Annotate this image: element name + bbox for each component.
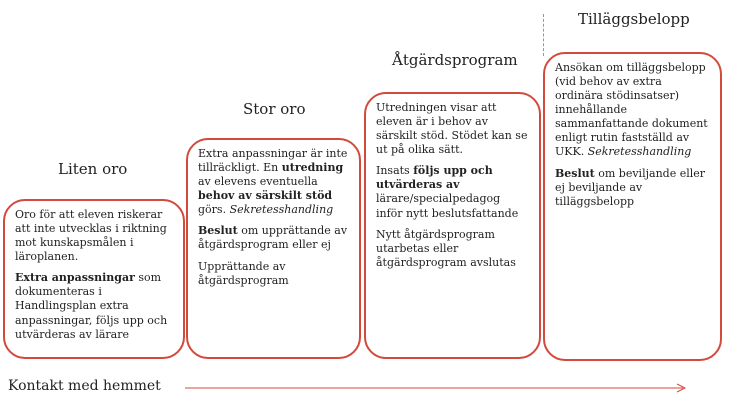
italic-note: Sekretesshandling [587,145,692,159]
emphasis-text: Beslut [555,166,595,180]
stage-paragraph [376,228,529,270]
body-text: om upprättande av åtgärdsprogram eller ej [198,224,348,252]
stage-paragraph [198,260,349,288]
emphasis-text: följs upp och utvärderas av [376,164,493,192]
stage-heading-stor-oro: Stor oro [243,100,306,118]
stage-box-atgardsprogram [364,92,541,359]
body-text: görs. [198,203,230,217]
stage-heading-liten-oro: Liten oro [58,160,128,178]
body-text: Extra anpassningar är inte tillräckligt. En [198,147,348,175]
body-text: Utredningen visar att eleven är i behov av särskilt stöd. Stödet kan se ut på olika sätt. [376,101,528,157]
stage-heading-tillaggsbelopp: Tilläggsbelopp [578,10,690,28]
stage-paragraph [15,271,173,341]
body-text: som dokumenteras i Handlingsplan extra anpassningar, följs upp och utvärderas av lärare [15,271,168,341]
stage-paragraph [198,224,349,252]
emphasis-text: Extra anpassningar [15,271,135,285]
stage-paragraph [555,61,710,160]
stage-paragraph [15,208,173,264]
body-text: lärare/specialpedagog inför nytt beslutsfattande [376,192,519,220]
body-text: Oro för att eleven riskerar att inte utvecklas i riktning mot kunskapsmålen i läroplanen. [15,208,167,264]
body-text: om beviljande eller ej beviljande av tilläggsbelopp [555,166,706,208]
dashed-divider [543,14,544,56]
italic-note: Sekretesshandling [229,203,334,217]
stage-box-tillaggsbelopp [543,52,722,361]
stage-paragraph [555,167,710,209]
body-text: Ansökan om tilläggsbelopp (vid behov av extra ordinära stödinsatser) innehållande sammanfattande dokument enligt rutin fastställd av UKK. [555,61,708,159]
emphasis-text: behov av särskilt stöd [198,189,333,203]
stage-paragraph [376,164,529,220]
stage-paragraph [376,101,529,157]
body-text: Upprättande av åtgärdsprogram [198,259,289,287]
emphasis-text: utredning [281,161,344,175]
emphasis-text: Beslut [198,224,238,238]
footer-label: Kontakt med hemmet [8,378,161,394]
timeline-arrow [185,382,690,394]
stage-heading-atgardsprogram: Åtgärdsprogram [392,51,518,69]
stage-box-stor-oro [186,138,361,359]
body-text: av elevens eventuella [198,175,318,189]
stage-paragraph [198,147,349,217]
body-text: Nytt åtgärdsprogram utarbetas eller åtgärdsprogram avslutas [376,227,516,269]
body-text: Insats [376,164,414,178]
stage-box-liten-oro [3,199,185,359]
